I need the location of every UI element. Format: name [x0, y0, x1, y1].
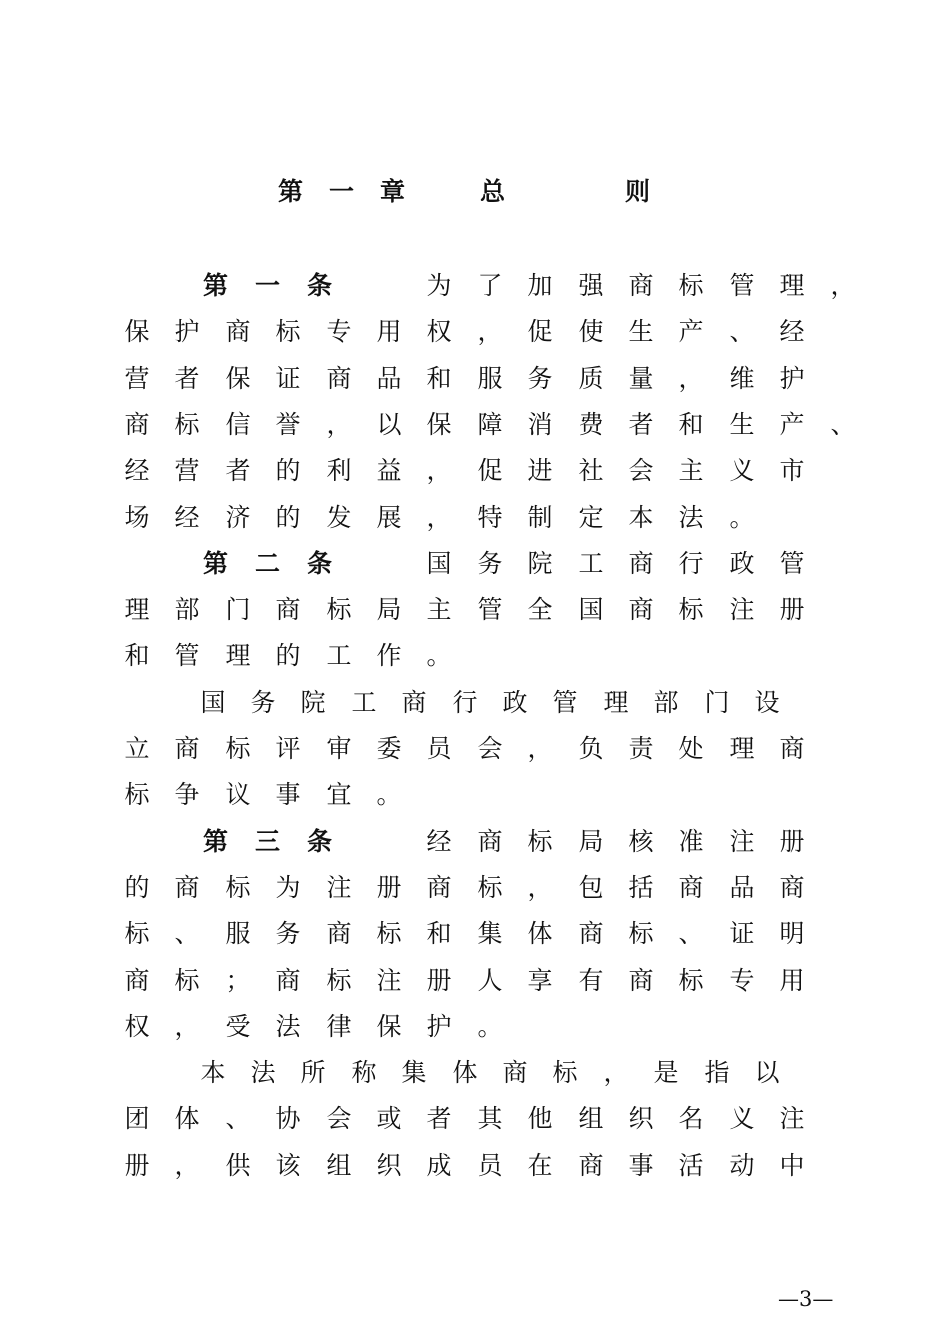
line-text: 场 经 济 的 发 展 ， 特 制 定 本 法 。 [124, 503, 755, 532]
text-line [124, 316, 848, 348]
text-line [124, 409, 856, 441]
line-text: 理 部 门 商 标 局 主 管 全 国 商 标 注 册 [124, 595, 805, 624]
chapter-name: 总则 [480, 177, 771, 206]
line-text: 本 法 所 称 集 体 商 标 ， 是 指 以 [200, 1058, 780, 1087]
text-line [124, 1150, 848, 1182]
line-text: 经 商 标 局 核 准 注 册 [426, 827, 805, 856]
line-text: 册 ， 供 该 组 织 成 员 在 商 事 活 动 中 [124, 1151, 805, 1180]
chapter-number: 第一章 [278, 177, 432, 206]
article-label: 第一条 [203, 271, 360, 300]
text-line [128, 826, 848, 858]
article-label: 第二条 [203, 549, 360, 578]
text-line [124, 363, 848, 395]
text-line [124, 502, 848, 534]
line-text: 保 护 商 标 专 用 权 ， 促 使 生 产 、 经 [124, 317, 805, 346]
line-text: 商 标 ； 商 标 注 册 人 享 有 商 标 专 用 [124, 966, 805, 995]
text-line [124, 455, 848, 487]
article-label: 第三条 [203, 827, 360, 856]
text-line [124, 872, 848, 904]
text-line [124, 640, 848, 672]
line-text: 商 标 信 誉 ， 以 保 障 消 费 者 和 生 产 、 [124, 410, 856, 439]
page-number: —3— [778, 1287, 834, 1311]
text-line [124, 1011, 848, 1043]
text-line [128, 270, 856, 302]
line-text: 为 了 加 强 商 标 管 理 ， [426, 271, 856, 300]
chapter-title [0, 172, 950, 216]
text-line [128, 1057, 848, 1089]
line-text: 营 者 保 证 商 品 和 服 务 质 量 ， 维 护 [124, 364, 805, 393]
text-line [128, 687, 848, 719]
text-line [124, 594, 848, 626]
line-text: 和 管 理 的 工 作 。 [124, 641, 452, 670]
text-line [124, 965, 848, 997]
text-line [124, 733, 848, 765]
text-line [128, 548, 848, 580]
line-text: 权 ， 受 法 律 保 护 。 [124, 1012, 503, 1041]
line-text: 立 商 标 评 审 委 员 会 ， 负 责 处 理 商 [124, 734, 805, 763]
line-text: 的 商 标 为 注 册 商 标 ， 包 括 商 品 商 [124, 873, 805, 902]
line-text: 国 务 院 工 商 行 政 管 [426, 549, 805, 578]
line-text: 标 、 服 务 商 标 和 集 体 商 标 、 证 明 [124, 919, 805, 948]
line-text: 标 争 议 事 宜 。 [124, 780, 402, 809]
line-text: 团 体 、 协 会 或 者 其 他 组 织 名 义 注 [124, 1104, 805, 1133]
text-line [124, 779, 848, 811]
text-line [124, 1103, 848, 1135]
line-text: 经 营 者 的 利 益 ， 促 进 社 会 主 义 市 [124, 456, 805, 485]
text-line [124, 918, 848, 950]
line-text: 国 务 院 工 商 行 政 管 理 部 门 设 [200, 688, 780, 717]
